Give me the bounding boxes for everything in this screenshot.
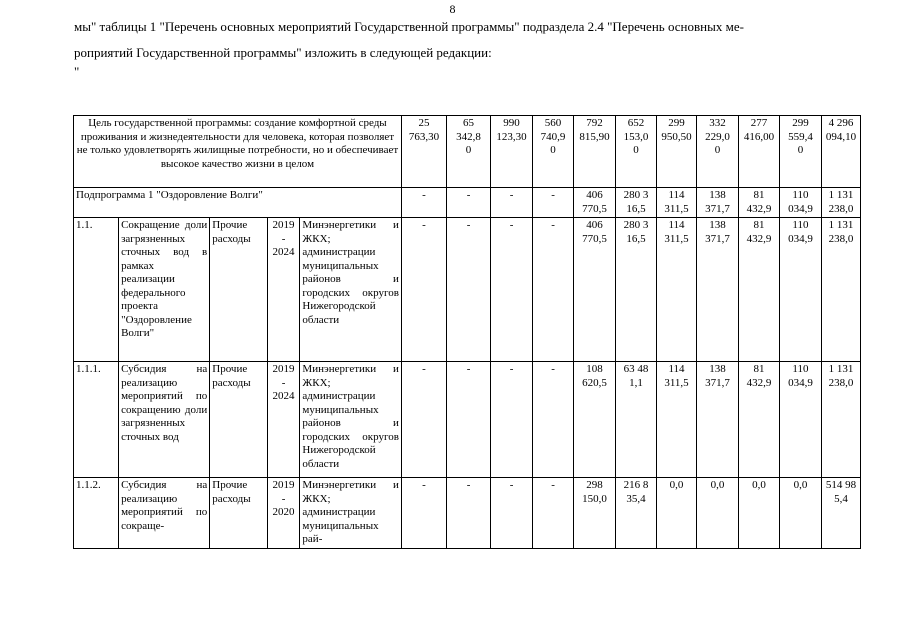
value-line: 311,5 <box>664 202 689 215</box>
value-line: - <box>422 189 426 201</box>
subprogram-row <box>74 188 861 218</box>
value-line: 990 <box>503 117 520 129</box>
value-line: 406 <box>586 219 603 231</box>
value-cell <box>738 218 779 362</box>
value-line: 792 <box>586 117 603 129</box>
subprogram-title: Подпрограмма 1 "Оздоровление Волги" <box>74 188 402 218</box>
executor: Минэнергетики и ЖКХ; администрации муниципальных районов и городских округов Нижегородской области <box>300 362 402 478</box>
value-cell <box>491 116 533 188</box>
value-cell <box>696 218 738 362</box>
value-cell <box>533 116 574 188</box>
value-line: 311,5 <box>664 376 689 389</box>
intro-paragraph <box>74 14 869 66</box>
value-line: 0 <box>550 144 556 156</box>
table-row <box>74 478 861 549</box>
value-line: 406 <box>586 189 603 201</box>
value-line: 950,50 <box>661 130 692 143</box>
value-line: 280 3 <box>623 189 649 201</box>
value-line: - <box>551 189 555 201</box>
value-line: 652 <box>627 117 645 129</box>
value-line: 25 <box>418 117 430 129</box>
value-line: 16,5 <box>626 202 646 215</box>
value-cell <box>447 116 491 188</box>
value-line: 123,30 <box>496 130 527 143</box>
value-cell <box>738 188 779 218</box>
value-cell <box>616 478 657 549</box>
value-line: 35,4 <box>626 492 646 505</box>
executor: Минэнергетики и ЖКХ; администрации муниципальных районов и городских округов Нижегородской области <box>300 218 402 362</box>
value-line: 034,9 <box>788 202 813 215</box>
value-cell <box>779 218 821 362</box>
value-line: 371,7 <box>705 202 730 215</box>
value-line: 16,5 <box>626 232 646 245</box>
value-line: 2019 <box>272 363 295 375</box>
value-line: 0 <box>797 144 804 156</box>
value-cell <box>821 478 860 549</box>
intro-line-2: роприятий Государственной программы" изложить в следующей редакции: <box>74 45 492 60</box>
value-line: 2019 <box>272 219 295 231</box>
expense-type: Прочие расходы <box>210 478 267 549</box>
value-line: 094,10 <box>825 130 857 143</box>
value-line: - <box>281 232 286 245</box>
value-cell <box>696 116 738 188</box>
value-cell <box>657 116 697 188</box>
value-cell <box>574 116 616 188</box>
value-line: - <box>466 189 471 201</box>
value-cell <box>447 362 491 478</box>
value-line: 1 131 <box>828 189 854 201</box>
expense-type: Прочие расходы <box>210 362 267 478</box>
value-line: 2024 <box>272 246 295 258</box>
table-row <box>74 362 861 478</box>
value-line: 560 <box>544 117 562 129</box>
open-quote: " <box>74 64 80 79</box>
value-cell <box>657 478 697 549</box>
measure-name: Сокращение доли загрязненных сточных вод в рамках реализации федерального проекта "Оздоровление Волги" <box>119 218 210 362</box>
row-number: 1.1.1. <box>74 362 119 478</box>
measure-name: Субсидия на реализацию мероприятий по сокращению доли загрязненных сточных вод <box>119 362 210 478</box>
value-line: 138 <box>709 189 726 201</box>
value-line: - <box>466 219 471 231</box>
value-cell <box>533 188 574 218</box>
value-cell <box>821 188 860 218</box>
value-line: - <box>422 479 426 491</box>
value-cell <box>821 362 860 478</box>
value-line: - <box>551 363 555 375</box>
value-cell <box>779 188 821 218</box>
value-line: 332 <box>709 117 726 129</box>
value-cell <box>574 188 616 218</box>
value-line: 216 8 <box>623 479 649 491</box>
value-cell <box>447 188 491 218</box>
value-cell <box>533 362 574 478</box>
value-line: 277 <box>750 117 768 129</box>
value-line: 63 48 <box>623 363 649 375</box>
value-line: 0 <box>714 144 721 156</box>
table-row <box>74 218 861 362</box>
value-line: 034,9 <box>788 376 813 389</box>
value-line: - <box>509 363 514 375</box>
value-line: 1,1 <box>629 376 643 389</box>
value-line: 620,5 <box>582 376 607 389</box>
goal-text: Цель государственной программы: создание комфортной среды проживания и жизнедеятельности для человека, которая позволяет не только удовлетворять жилищные потребности, но и обеспечивает высокое качество жизни в целом <box>74 116 402 188</box>
value-line: - <box>509 219 514 231</box>
value-line: 153,0 <box>623 130 649 143</box>
value-cell <box>447 218 491 362</box>
value-cell <box>779 116 821 188</box>
value-cell <box>574 362 616 478</box>
value-cell <box>533 218 574 362</box>
value-line: 740,9 <box>540 130 566 143</box>
value-line: 65 <box>463 117 475 129</box>
period <box>267 218 300 362</box>
value-cell <box>491 478 533 549</box>
value-line: - <box>466 479 471 491</box>
expense-type: Прочие расходы <box>210 218 267 362</box>
goal-row <box>74 116 861 188</box>
value-line: 110 <box>792 219 809 231</box>
executor: Минэнергетики и ЖКХ; администрации муниципальных рай- <box>300 478 402 549</box>
value-line: - <box>551 219 555 231</box>
value-cell <box>738 362 779 478</box>
value-line: - <box>281 492 286 505</box>
value-line: 299 <box>792 117 809 129</box>
value-cell <box>696 478 738 549</box>
value-line: 371,7 <box>705 232 730 245</box>
value-cell <box>779 362 821 478</box>
value-line: 298 <box>586 479 603 491</box>
value-line: 150,0 <box>582 492 607 505</box>
value-cell <box>616 218 657 362</box>
value-line: 81 <box>753 363 765 375</box>
value-line: 299 <box>668 117 685 129</box>
value-line: 138 <box>709 363 726 375</box>
value-line: 110 <box>792 363 809 375</box>
value-line: 238,0 <box>828 232 854 245</box>
value-cell <box>401 218 446 362</box>
value-line: 432,9 <box>746 232 772 245</box>
value-cell <box>657 362 697 478</box>
value-cell <box>533 478 574 549</box>
value-line: 0,0 <box>752 479 766 491</box>
value-line: 138 <box>709 219 726 231</box>
value-line: 514 98 <box>825 479 857 491</box>
page-number: 8 <box>449 2 456 16</box>
value-line: 432,9 <box>746 376 772 389</box>
value-line: - <box>422 219 426 231</box>
value-line: 034,9 <box>788 232 813 245</box>
value-line: 114 <box>668 363 685 375</box>
measures-table <box>73 115 861 549</box>
value-cell <box>574 218 616 362</box>
value-line: 559,4 <box>788 130 813 143</box>
value-cell <box>491 362 533 478</box>
period <box>267 362 300 478</box>
value-line: 2019 <box>272 479 295 491</box>
value-cell <box>821 116 860 188</box>
value-line: 81 <box>753 189 765 201</box>
value-line: 0,0 <box>669 479 684 491</box>
value-line: 238,0 <box>828 202 854 215</box>
value-line: 0 <box>633 144 639 156</box>
intro-line-1: мы" таблицы 1 "Перечень основных мероприятий Государственной программы" подраздела 2.4 "Перечень основных ме- <box>74 19 744 34</box>
measure-name: Субсидия на реализацию мероприятий по сокраще- <box>119 478 210 549</box>
value-line: 770,5 <box>582 232 607 245</box>
value-cell <box>616 362 657 478</box>
value-line: 1 131 <box>828 219 854 231</box>
value-line: - <box>281 376 286 389</box>
value-line: 0,0 <box>710 479 725 491</box>
value-line: 238,0 <box>828 376 854 389</box>
value-line: - <box>509 479 514 491</box>
value-line: 114 <box>668 219 685 231</box>
value-line: - <box>509 189 514 201</box>
value-cell <box>616 188 657 218</box>
value-line: - <box>422 363 426 375</box>
value-cell <box>401 362 446 478</box>
value-cell <box>738 478 779 549</box>
value-cell <box>574 478 616 549</box>
value-cell <box>401 478 446 549</box>
value-line: 311,5 <box>664 232 689 245</box>
value-line: 815,90 <box>579 130 610 143</box>
value-line: 371,7 <box>705 376 730 389</box>
value-line: 0 <box>465 144 472 156</box>
value-line: 416,00 <box>743 130 775 143</box>
value-line: 5,4 <box>834 492 848 505</box>
value-line: 280 3 <box>623 219 649 231</box>
value-cell <box>657 188 697 218</box>
value-line: 432,9 <box>746 202 772 215</box>
value-line: 2024 <box>272 390 295 402</box>
row-number: 1.1.2. <box>74 478 119 549</box>
value-cell <box>616 116 657 188</box>
value-line: 342,8 <box>456 130 481 143</box>
value-line: 229,0 <box>705 130 730 143</box>
value-line: 2020 <box>272 506 295 518</box>
value-cell <box>696 362 738 478</box>
value-line: 108 <box>586 363 603 375</box>
value-cell <box>821 218 860 362</box>
value-line: 110 <box>792 189 809 201</box>
value-cell <box>779 478 821 549</box>
value-cell <box>491 218 533 362</box>
value-line: 81 <box>753 219 765 231</box>
value-line: 0,0 <box>793 479 808 491</box>
value-line: - <box>466 363 471 375</box>
row-number: 1.1. <box>74 218 119 362</box>
value-cell <box>447 478 491 549</box>
value-cell <box>696 188 738 218</box>
value-cell <box>401 188 446 218</box>
value-line: 114 <box>668 189 685 201</box>
value-line: - <box>551 479 555 491</box>
value-cell <box>491 188 533 218</box>
value-line: 4 296 <box>828 117 854 129</box>
value-line: 763,30 <box>408 130 440 143</box>
value-line: 1 131 <box>828 363 854 375</box>
value-cell <box>657 218 697 362</box>
period <box>267 478 300 549</box>
value-cell <box>401 116 446 188</box>
value-line: 770,5 <box>582 202 607 215</box>
value-cell <box>738 116 779 188</box>
